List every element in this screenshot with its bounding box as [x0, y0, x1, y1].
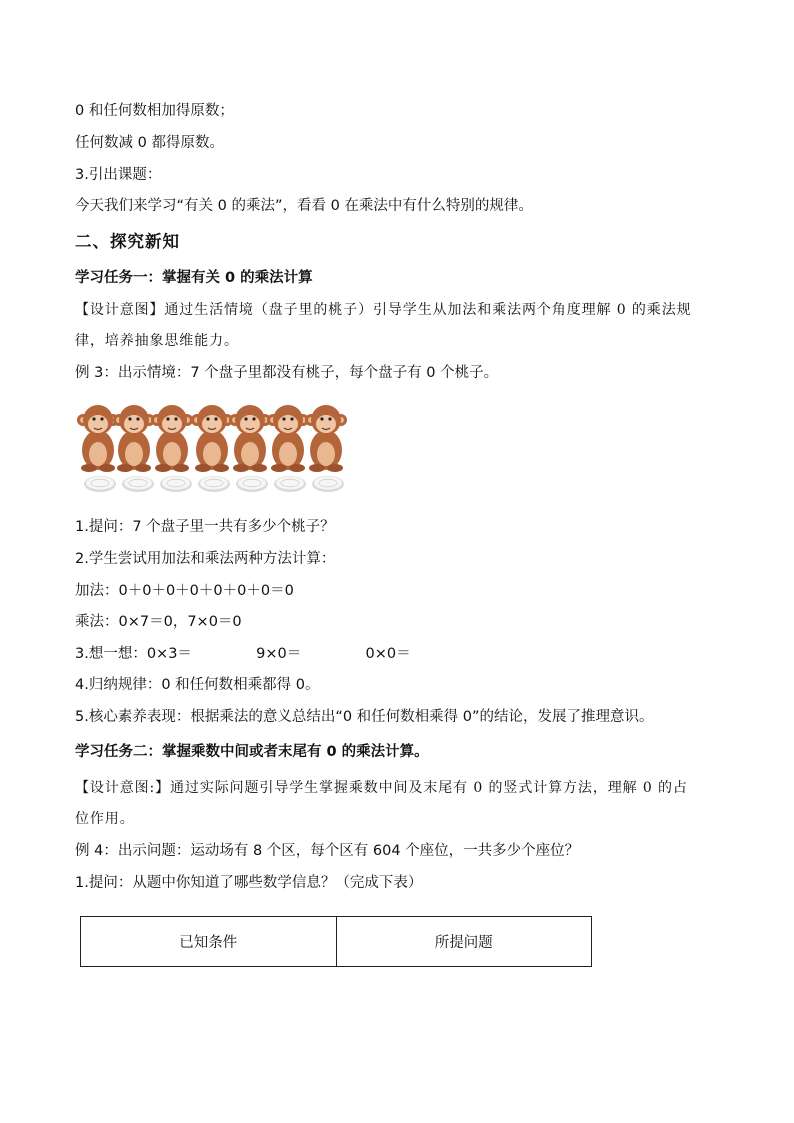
plate-2: [122, 476, 154, 492]
monkey-row: [77, 405, 347, 472]
intro-line-2: 任何数减 0 都得原数。: [75, 135, 224, 151]
task1-design-line-1: 【设计意图】通过生活情境（盘子里的桃子）引导学生从加法和乘法两个角度理解 0 的乘法规: [75, 302, 692, 318]
plate-5: [236, 476, 268, 492]
monkey-4: [191, 405, 233, 472]
think-line: [75, 644, 411, 664]
table-row: [81, 917, 592, 967]
question-2: 2.学生尝试用加法和乘法两种方法计算：: [75, 551, 336, 567]
monkey-5: [229, 405, 271, 472]
intro-line-4: 今天我们来学习“有关 0 的乘法”，看看 0 在乘法中有什么特别的规律。: [75, 198, 533, 214]
rule-line: 4.归纳规律：0 和任何数相乘都得 0。: [75, 677, 320, 693]
task2-design-line-2: 位作用。: [75, 811, 135, 827]
core-literacy-line: 5.核心素养表现：根据乘法的意义总结出“0 和任何数相乘得 0”的结论，发展了推理意识。: [75, 709, 654, 725]
example-4: 例 4：出示问题：运动场有 8 个区，每个区有 604 个座位，一共多少个座位？: [75, 843, 580, 859]
task1-design-line-2: 律，培养抽象思维能力。: [75, 333, 239, 349]
plate-3: [160, 476, 192, 492]
plate-row: [84, 476, 344, 492]
plate-7: [312, 476, 344, 492]
monkey-3: [151, 405, 193, 472]
section-heading: 二、探究新知: [75, 232, 180, 251]
plate-4: [198, 476, 230, 492]
plate-1: [84, 476, 116, 492]
monkey-1: [77, 405, 119, 472]
task2-title: 学习任务二：掌握乘数中间或者末尾有 0 的乘法计算。: [75, 744, 429, 760]
intro-line-1: 0 和任何数相加得原数；: [75, 103, 234, 119]
plate-6: [274, 476, 306, 492]
question-1: 1.提问：7 个盘子里一共有多少个桃子？: [75, 519, 335, 535]
task2-question-1: 1.提问：从题中你知道了哪些数学信息？（完成下表）: [75, 875, 423, 891]
monkeys-plates-svg: [76, 396, 351, 496]
think-b: 9×0＝: [256, 646, 302, 662]
monkey-7: [305, 405, 347, 472]
addition-line: 加法：0＋0＋0＋0＋0＋0＋0＝0: [75, 583, 294, 599]
monkey-2: [113, 405, 155, 472]
monkeys-plates-illustration: [76, 396, 351, 496]
monkey-6: [267, 405, 309, 472]
think-a: 3.想一想：0×3＝: [75, 646, 192, 662]
question-asked-cell: 所提问题: [336, 917, 592, 967]
intro-line-3: 3.引出课题：: [75, 167, 162, 183]
example-3: 例 3：出示情境：7 个盘子里都没有桃子，每个盘子有 0 个桃子。: [75, 365, 499, 381]
info-table: [80, 916, 592, 967]
task1-title: 学习任务一：掌握有关 0 的乘法计算: [75, 270, 313, 286]
task2-design-line-1: 【设计意图:】通过实际问题引导学生掌握乘数中间及末尾有 0 的竖式计算方法，理解 0 的占: [75, 780, 688, 796]
think-c: 0×0＝: [365, 646, 411, 662]
multiplication-line: 乘法：0×7＝0，7×0＝0: [75, 614, 242, 630]
known-conditions-cell: 已知条件: [81, 917, 337, 967]
